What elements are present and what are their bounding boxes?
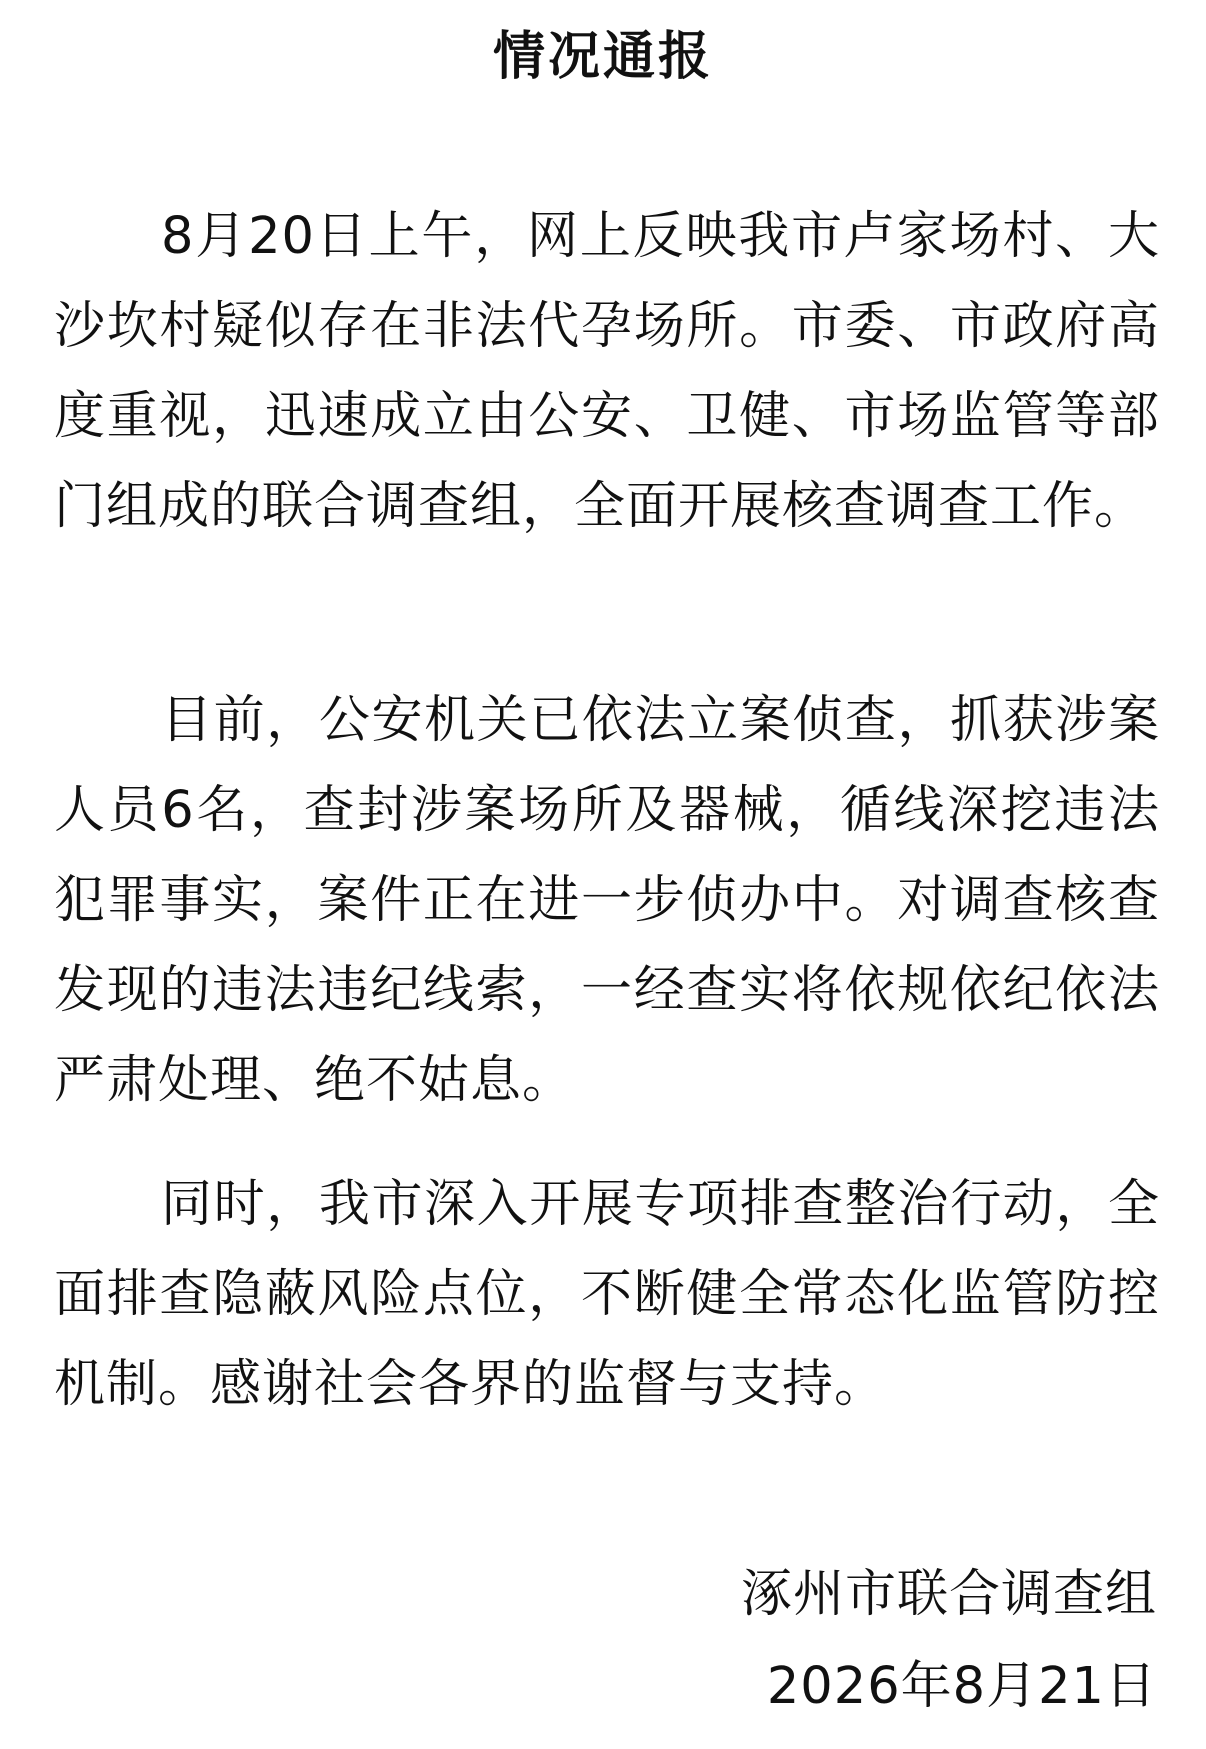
paragraph-investigation: 目前，公安机关已依法立案侦查，抓获涉案人员6名，查封涉案场所及器械，循线深挖违法犯罪事实，案件正在进一步侦办中。对调查核查发现的违法违纪线索，一经查实将依规依纪依法严肃处理、绝不姑息。 [54,691,1160,1110]
signature-organization: 涿州市联合调查组 [740,1565,1157,1624]
paragraph-rectification: 同时，我市深入开展专项排查整治行动，全面排查隐蔽风险点位，不断健全常态化监管防控机制。感谢社会各界的监督与支持。 [54,1175,1160,1414]
notice-title: 情况通报 [492,27,713,87]
paragraph-incident: 8月20日上午，网上反映我市卢家场村、大沙坎村疑似存在非法代孕场所。市委、市政府高度重视，迅速成立由公安、卫健、市场监管等部门组成的联合调查组，全面开展核查调查工作。 [54,207,1160,536]
signature-date: 2026年8月21日 [766,1657,1157,1716]
